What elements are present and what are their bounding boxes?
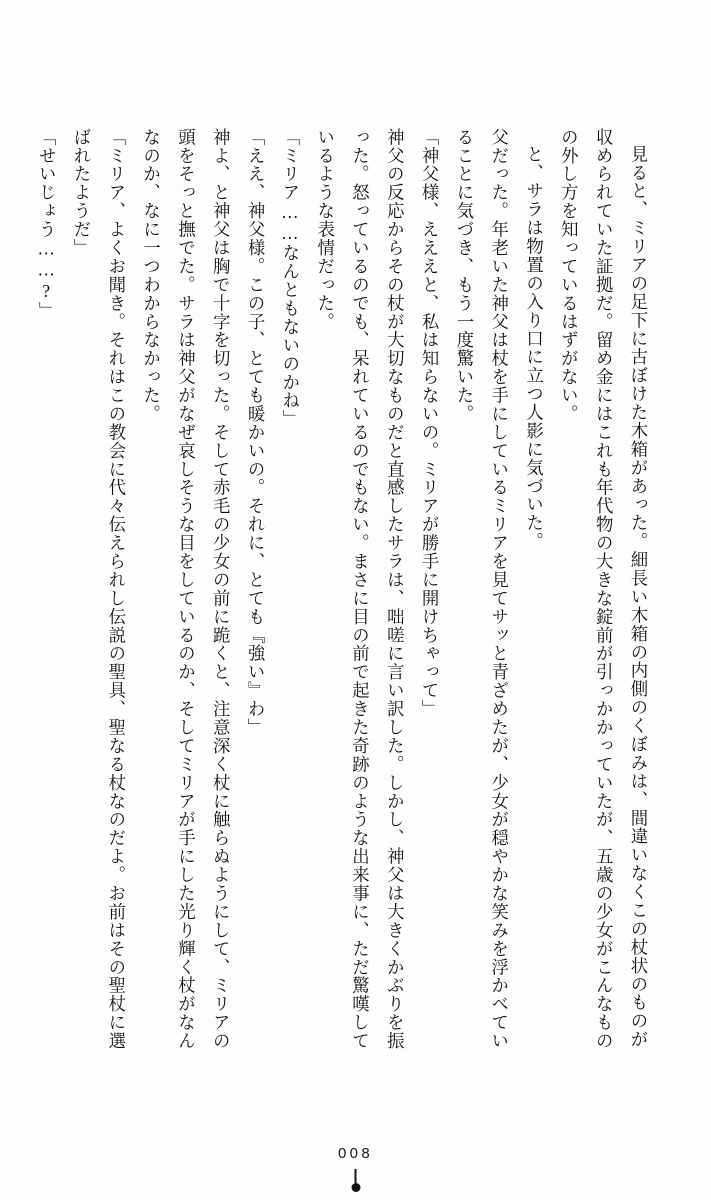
page-text-body: [36, 128, 655, 1058]
page-number: 008: [338, 1145, 373, 1162]
paragraph-emphasis: 「ええ、神父様。この子、とても暖かいの。それに、とても『強い』わ」: [245, 128, 266, 737]
paragraph: 「ミリア……なんともないのかね」: [279, 128, 300, 429]
paragraph: 「せいじょう……?」: [36, 128, 57, 321]
paragraph: 神よ、と神父は胸で十字を切った。そして赤毛の少女の前に跪くと、注意深く杖に触らぬようにして、ミリアの頭をそっと撫でた。サラは神父がなぜ哀しそうな目をしているのか、そしてミリアが手にした光り輝く杖がなんなのか、なに一つわからなかった。: [140, 128, 231, 1051]
paragraph: 神父の反応からその杖が大切なものだと直感したサラは、咄嗟に言い訳した。しかし、神父は大きくかぶりを振った。怒っているのでも、呆れているのでもない。まさに目の前で起きた奇跡のような出来事に、ただ驚嘆しているような表情だった。: [314, 128, 405, 1051]
paragraph: と、サラは物置の入り口に立つ人影に気づいた。: [523, 145, 544, 552]
paragraph: 見ると、ミリアの足下に古ぼけた木箱があった。細長い木箱の内側のくぼみは、間違いなくこの杖状のものが収められていた証拠だ。留め金にはこれも年代物の大きな錠前が引っかかっていたが、五歳の少女がこんなものの外し方を知っているはずがない。: [558, 128, 648, 1051]
paragraph: 父だった。年老いた神父は杖を手にしているミリアを見てサッと青ざめたが、少女が穏やかな笑みを浮かべていることに気づき、もう一度驚いた。: [453, 128, 509, 1051]
paragraph: 「ミリア、よくお聞き。それはこの教会に代々伝えられし伝説の聖具、聖なる杖なのだよ。お前はその聖杖に選ばれたようだ」: [71, 128, 126, 1051]
page-footer-mark: [351, 1183, 360, 1192]
paragraph: 「神父様、えええと、私は知らないの。ミリアが勝手に開けちゃって」: [419, 128, 440, 719]
